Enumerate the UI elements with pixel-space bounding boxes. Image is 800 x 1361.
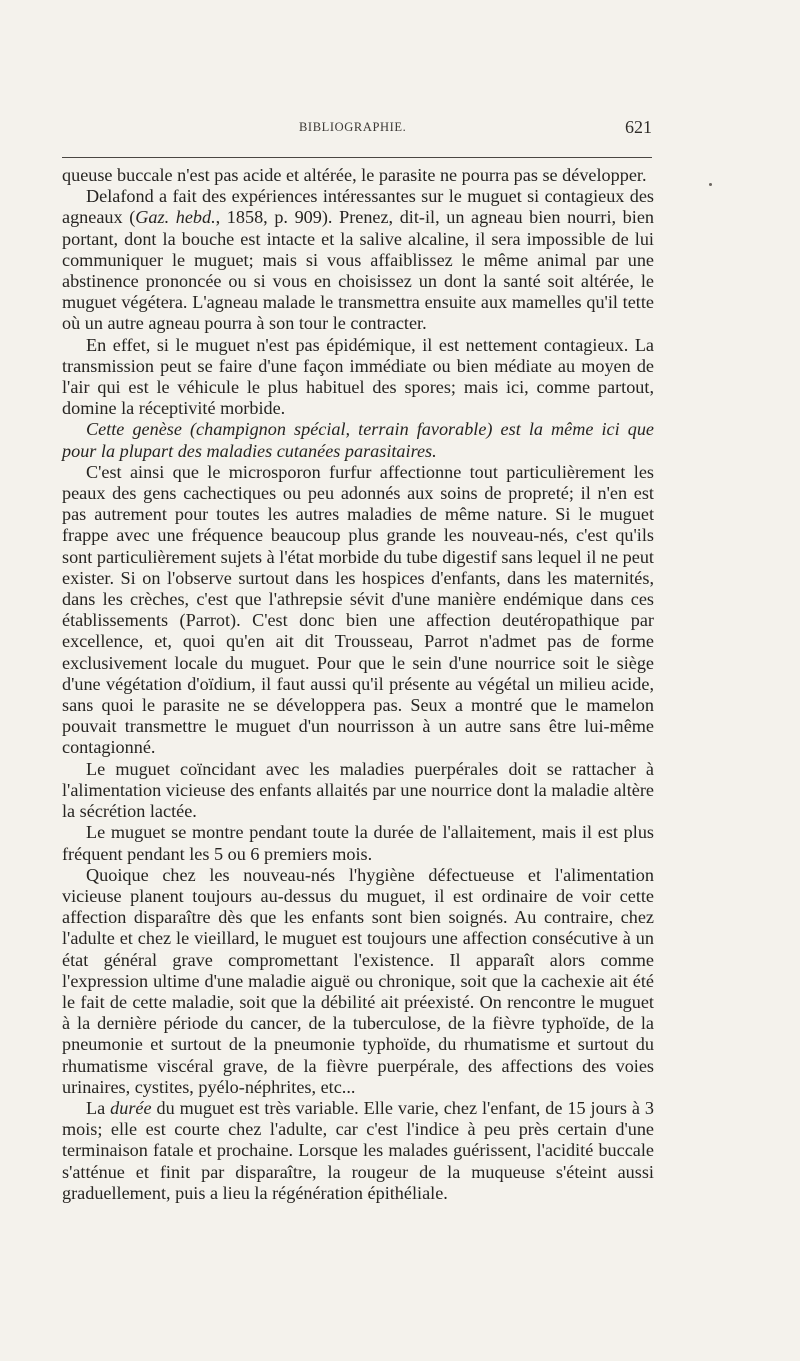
paragraph	[62, 822, 654, 864]
body-text	[62, 165, 654, 1204]
text-segment: Le muguet coïncidant avec les maladies puerpérales doit se rattacher à l'alimentation vicieuse des enfants allaités par une nourrice dont la maladie altère la sécrétion lactée.	[62, 758, 654, 822]
text-segment: du muguet est très variable. Elle varie, chez l'enfant, de 15 jours à 3 mois; elle est courte chez l'adulte, car c'est l'indice à peu près certain d'une terminaison fatale et prochaine. Lorsque les malades guérissent, l'acidité buccale s'atténue et finit par disparaître, la rougeur de la muqueuse s'éteint aussi graduellement, puis a lieu la régénération épithéliale.	[62, 1097, 654, 1203]
text-segment: Quoique chez les nouveau-nés l'hygiène défectueuse et l'alimentation vicieuse planent toujours au-dessus du muguet, il est ordinaire de voir cette affection disparaître dès que les enfants sont bien soignés. Au contraire, chez l'adulte et chez le vieillard, le muguet est toujours une affection consécutive à un état général grave compromettant l'existence. Il apparaît alors comme l'expression ultime d'une maladie aiguë ou chronique, soit que la cachexie ait été le fait de cette maladie, soit que la débilité ait préexisté. On rencontre le muguet à la dernière période du cancer, de la tuberculose, de la fièvre typhoïde, de la pneumonie et surtout de la pneumonie typhoïde, du rhumatisme et surtout du rhumatisme viscéral grave, de la fièvre puerpérale, des affections des voies urinaires, cystites, pyélo-néphrites, etc...	[62, 864, 654, 1097]
text-segment: En effet, si le muguet n'est pas épidémique, il est nettement contagieux. La transmission peut se faire d'une façon immédiate ou bien médiate au moyen de l'air qui est le véhicule le plus habituel des spores; mais ici, comme partout, domine la réceptivité morbide.	[62, 334, 654, 419]
paragraph	[62, 186, 654, 334]
header-rule	[62, 157, 652, 158]
text-segment: Delafond a fait des expériences intéressantes sur le muguet si contagieux des agneaux (	[62, 186, 654, 228]
paragraph	[62, 759, 654, 823]
paragraph	[62, 419, 654, 461]
page-number: 621	[625, 117, 652, 137]
paragraph	[62, 335, 654, 420]
paragraph	[62, 865, 654, 1098]
text-segment: La	[86, 1097, 111, 1118]
italic-text: durée	[110, 1097, 152, 1118]
paragraph	[62, 462, 654, 759]
text-segment: , 1858, p. 909). Prenez, dit-il, un agneau bien nourri, bien portant, dont la bouche est intacte et la salive alcaline, il sera impossible de lui communiquer le muguet; mais si vous affaiblissez le même animal par une abstinence prononcée ou si vous en choisissez un dont la santé soit altérée, le muguet végétera. L'agneau malade le transmettra ensuite aux mamelles qu'il tette où un autre agneau pourra à son tour le contracter.	[62, 207, 654, 334]
text-segment: queuse buccale n'est pas acide et altérée, le parasite ne pourra pas se développer.	[62, 165, 647, 185]
text-segment: Le muguet se montre pendant toute la durée de l'allaitement, mais il est plus fréquent pendant les 5 ou 6 premiers mois.	[62, 822, 654, 864]
paragraph	[62, 1098, 654, 1204]
italic-text: Cette genèse (champignon spécial, terrain favorable) est la même ici que pour la plupart des maladies cutanées parasitaires.	[62, 419, 654, 461]
running-head: BIBLIOGRAPHIE.	[299, 120, 407, 134]
paragraph	[62, 165, 654, 186]
page-header	[62, 118, 652, 142]
text-segment: C'est ainsi que le microsporon furfur affectionne tout particulièrement les peaux des gens cachectiques ou peu adonnés aux soins de propreté; il n'en est pas autrement pour toutes les autres maladies de même nature. Si le muguet frappe avec une fréquence beaucoup plus grande les nouveau-nés, c'est qu'ils sont particulièrement sujets à l'état morbide du tube digestif sans lequel il ne peut exister. Si on l'observe surtout dans les hospices d'enfants, dans les maternités, dans les crèches, c'est que l'athrepsie sévit d'une manière endémique dans ces établissements (Parrot). C'est donc bien une affection deutéropathique par excellence, et, quoi qu'en ait dit Trousseau, Parrot n'admet pas de forme exclusivement locale du muguet. Pour que le sein d'une nourrice soit le siège d'une végétation d'oïdium, il faut aussi qu'il présente au végétal un milieu acide, sans quoi le parasite ne se développera pas. Seux a montré que le mamelon pouvait transmettre le muguet d'un nourrisson à un autre sans être lui-même contagionné.	[62, 461, 654, 758]
italic-text: Gaz. hebd.	[135, 207, 216, 228]
paper-speck	[709, 183, 712, 186]
